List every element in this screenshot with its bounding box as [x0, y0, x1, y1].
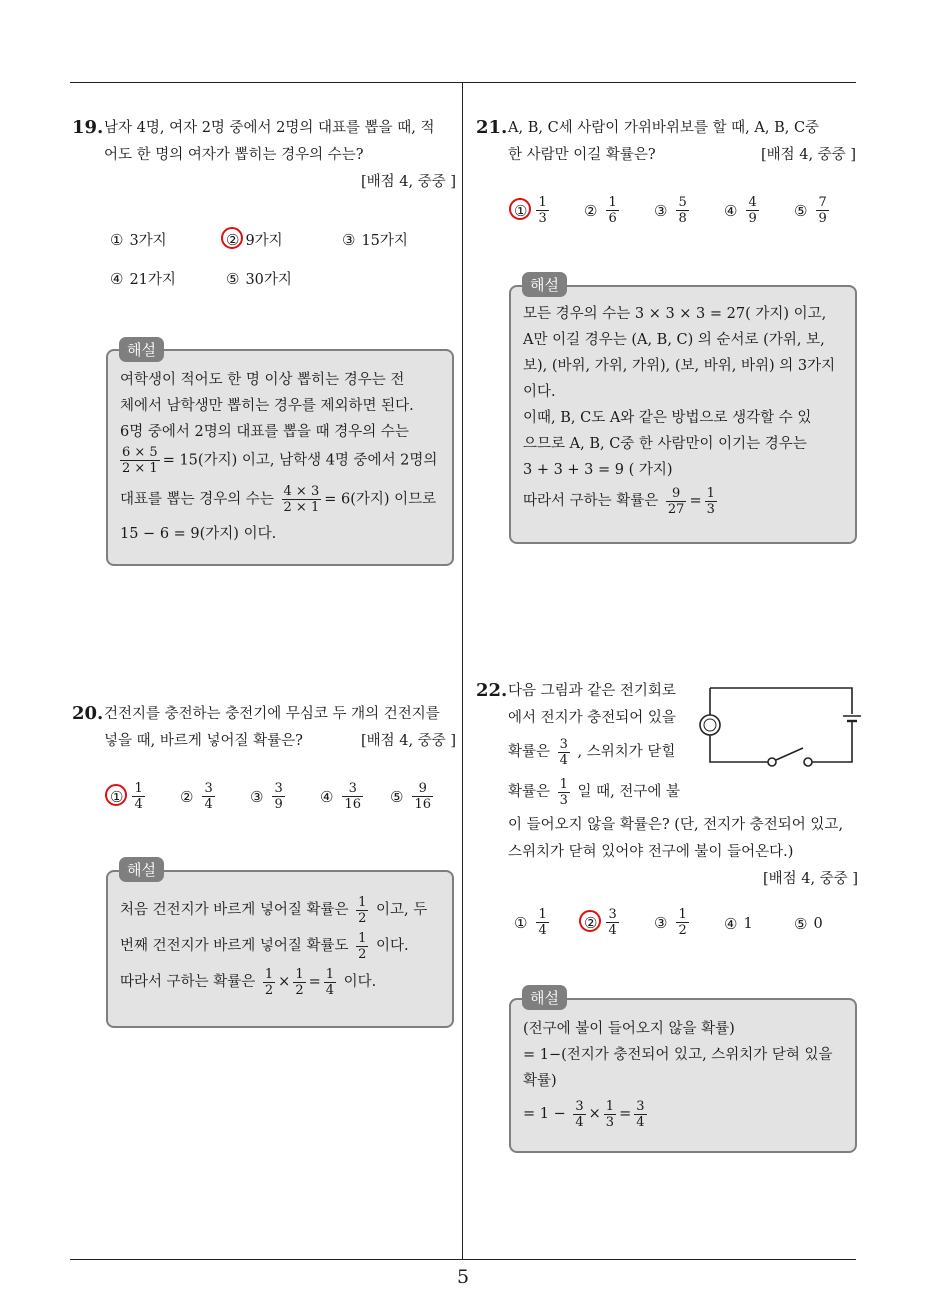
question-22-text: 다음 그림과 같은 전기회로 에서 전지가 충전되어 있을 확률은 $\frac{3}{4}$ , 스위치가 닫힐 확률은 $\frac{1}{3}$ 일 때, 전구에 불 이 들어오지 않을 확률은? (단, 전지가 충전되어 있고, 스위치가 닫혀 있어야 전구에 불이 들어온다.) [배점 4, 중중 ]	[508, 678, 858, 893]
choice-5[interactable]: ⑤ 0	[794, 915, 823, 933]
solution-box-20: 처음 건전지가 바르게 넣어질 확률은 $\frac{1}{2}$ 이고, 두 번째 건전지가 바르게 넣어질 확률도 $\frac{1}{2}$ 이다. 따라서 구하는 확률은 $\frac{1}{2}$ × $\frac{1}{2}$ = $\frac{1}{4}$ 이다.	[106, 870, 454, 1028]
choice-3[interactable]: ③ $\frac{1}{2}$	[654, 907, 687, 938]
choice-2[interactable]: ② $\frac{1}{6}$	[584, 195, 617, 226]
circuit-diagram	[696, 680, 862, 772]
question-number: 19.	[72, 117, 104, 138]
choice-3[interactable]: ③ 15가지	[342, 230, 408, 249]
choice-4[interactable]: ④ 21가지	[110, 269, 176, 288]
choice-1[interactable]: ① $\frac{1}{4}$	[110, 781, 148, 812]
circuit-wire	[710, 688, 852, 762]
solution-tag: 해설	[522, 272, 567, 297]
choice-1[interactable]: ① $\frac{1}{4}$	[514, 907, 547, 938]
question-20-text: 건전지를 충전하는 충전기에 무심코 두 개의 건전지를 넣을 때, 바르게 넣어질 확률은? [배점 4, 중중 ]	[104, 701, 456, 755]
choice-3[interactable]: ③ $\frac{5}{8}$	[654, 195, 687, 226]
solution-box-19: 여학생이 적어도 한 명 이상 뽑히는 경우는 전 체에서 남학생만 뽑히는 경우를 제외하면 된다. 6명 중에서 2명의 대표를 뽑을 때 경우의 수는 $\frac{6 \times 5}{2 \times 1}$ = 15(가지) 이고, 남학생 4명 중에서 2명의 대표를 뽑는 경우의 수는 $\frac{4 \times 3}{2 \times 1}$ = 6(가지) 이므로 15 − 6 = 9(가지) 이다.	[106, 349, 454, 566]
battery-icon	[843, 714, 861, 722]
top-rule	[70, 82, 856, 83]
choice-2[interactable]: ② $\frac{3}{4}$	[180, 781, 213, 812]
solution-box-21: 모든 경우의 수는 3 × 3 × 3 = 27( 가지) 이고, A만 이길 경우는 (A, B, C) 의 순서로 (가위, 보, 보), (바위, 가위, 가위), (보, 바위, 바위) 의 3가지 이다. 이때, B, C도 A와 같은 방법으로 생각할 수 있 으므로 A, B, C중 한 사람만이 이기는 경우는 3 + 3 + 3 = 9 ( 가지) 따라서 구하는 확률은 $\frac{9}{27}$ = $\frac{1}{3}$	[509, 285, 857, 544]
choice-1[interactable]: ① $\frac{1}{3}$	[514, 195, 552, 226]
question-number: 21.	[476, 117, 508, 138]
choice-5[interactable]: ⑤ $\frac{9}{16}$	[390, 781, 431, 812]
question-21-text: A, B, C세 사람이 가위바위보를 할 때, A, B, C중 한 사람만 이길 확률은? [배점 4, 중중 ]	[508, 115, 856, 169]
question-number: 22.	[476, 680, 508, 701]
choice-3[interactable]: ③ $\frac{3}{9}$	[250, 781, 283, 812]
score-meta: [배점 4, 중중 ]	[360, 733, 456, 749]
selected-answer-circle	[579, 910, 601, 932]
question-19-text: 남자 4명, 여자 2명 중에서 2명의 대표를 뽑을 때, 적 어도 한 명의 여자가 뽑히는 경우의 수는? [배점 4, 중중 ]	[104, 115, 456, 196]
bottom-rule	[70, 1259, 856, 1260]
choice-4[interactable]: ④ 1	[724, 915, 753, 933]
switch-icon	[768, 748, 812, 766]
question-number: 20.	[72, 703, 104, 724]
choice-4[interactable]: ④ $\frac{3}{16}$	[320, 781, 361, 812]
selected-answer-circle	[105, 784, 127, 806]
score-meta: [배점 4, 중중 ]	[762, 871, 858, 887]
choice-2[interactable]: ② 9가지	[226, 229, 283, 250]
solution-tag: 해설	[119, 337, 164, 362]
choice-5[interactable]: ⑤ $\frac{7}{9}$	[794, 195, 827, 226]
solution-box-22: (전구에 불이 들어오지 않을 확률) = 1−(전지가 충전되어 있고, 스위치가 닫혀 있을 확률) = 1 − $\frac{3}{4}$ × $\frac{1}{3}$ = $\frac{3}{4}$	[509, 998, 857, 1153]
page-number: 5	[456, 1266, 470, 1288]
choice-1[interactable]: ① 3가지	[110, 230, 167, 249]
solution-tag: 해설	[119, 857, 164, 882]
selected-answer-circle	[509, 198, 531, 220]
solution-tag: 해설	[522, 985, 567, 1010]
choice-4[interactable]: ④ $\frac{4}{9}$	[724, 195, 757, 226]
score-meta: [배점 4, 중중 ]	[360, 174, 456, 190]
choice-5[interactable]: ⑤ 30가지	[226, 269, 292, 288]
choice-2[interactable]: ② $\frac{3}{4}$	[584, 907, 622, 938]
column-divider	[462, 82, 463, 1259]
score-meta: [배점 4, 중중 ]	[760, 147, 856, 163]
selected-answer-circle	[221, 227, 243, 249]
